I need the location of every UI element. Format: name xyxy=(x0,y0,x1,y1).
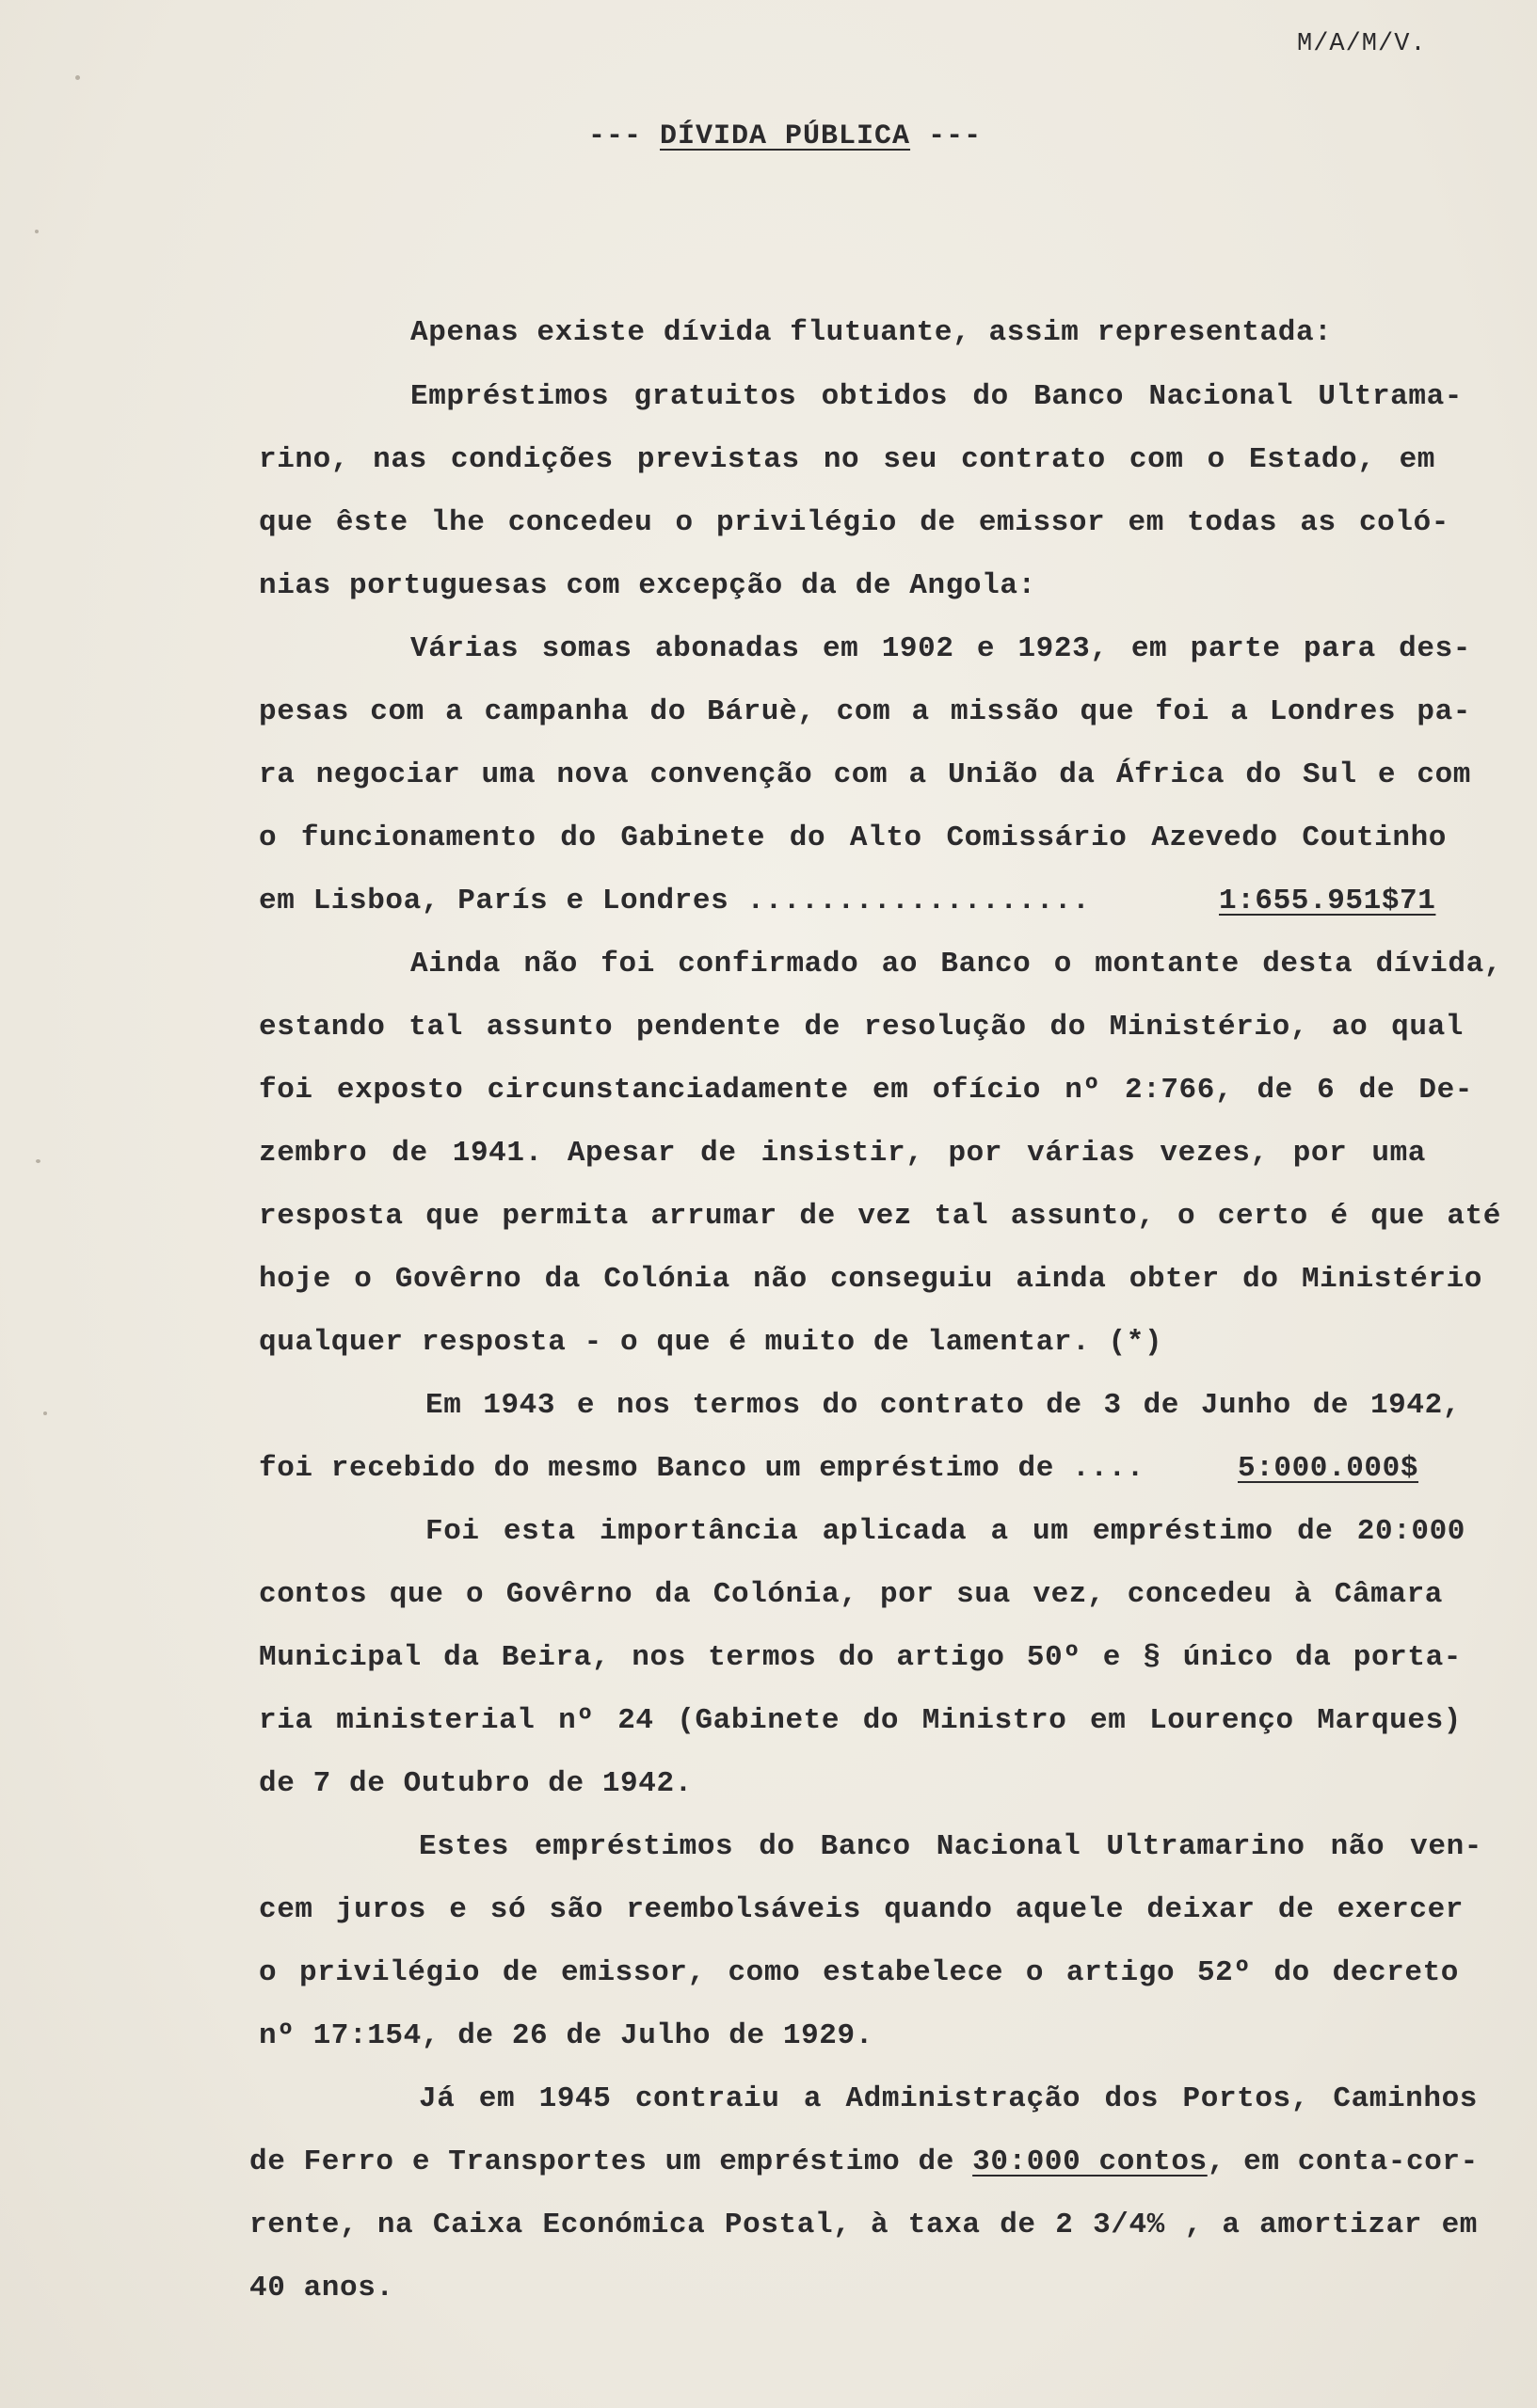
document-title xyxy=(588,120,982,152)
text-line: Empréstimos gratuitos obtidos do Banco Nacional Ultrama- xyxy=(410,380,1463,413)
text-line: pesas com a campanha do Báruè, com a missão que foi a Londres pa- xyxy=(259,695,1471,728)
text-line: rente, na Caixa Económica Postal, à taxa de 2 3/4% , a amortizar em xyxy=(249,2209,1478,2241)
text-line: nº 17:154, de 26 de Julho de 1929. xyxy=(259,2019,873,2052)
text-line: ra negociar uma nova convenção com a União da África do Sul e com xyxy=(259,758,1471,791)
text-segment: de Ferro e Transportes um empréstimo de xyxy=(249,2145,973,2178)
paper-speck xyxy=(36,1159,40,1163)
text-line: qualquer resposta - o que é muito de lamentar. (*) xyxy=(259,1326,1163,1359)
document-reference: M/A/M/V. xyxy=(1297,30,1427,58)
text-line: resposta que permita arrumar de vez tal assunto, o certo é que até xyxy=(259,1200,1501,1233)
text-line: de 7 de Outubro de 1942. xyxy=(259,1767,693,1800)
paper-speck xyxy=(43,1411,47,1415)
text-line: estando tal assunto pendente de resolução do Ministério, ao qual xyxy=(259,1011,1464,1044)
amount-value: 1:655.951$71 xyxy=(1219,885,1436,917)
text-line: Ainda não foi confirmado ao Banco o montante desta dívida, xyxy=(410,948,1502,981)
text-line: Foi esta importância aplicada a um empréstimo de 20:000 xyxy=(425,1515,1465,1548)
text-line: que êste lhe concedeu o privilégio de emissor em todas as coló- xyxy=(259,506,1449,539)
text-line: 40 anos. xyxy=(249,2272,394,2304)
text-line: em Lisboa, París e Londres ................... xyxy=(259,885,1091,917)
text-line: rino, nas condições previstas no seu contrato com o Estado, em xyxy=(259,443,1435,476)
text-line: cem juros e só são reembolsáveis quando aquele deixar de exercer xyxy=(259,1893,1464,1926)
title-text: DÍVIDA PÚBLICA xyxy=(660,120,911,152)
amount-value: 5:000.000$ xyxy=(1238,1452,1419,1485)
text-line: zembro de 1941. Apesar de insistir, por várias vezes, por uma xyxy=(259,1137,1426,1170)
text-line: nias portuguesas com excepção da de Angola: xyxy=(259,569,1036,602)
paper-speck xyxy=(35,230,39,233)
paper-speck xyxy=(75,75,80,80)
text-line: contos que o Govêrno da Colónia, por sua vez, concedeu à Câmara xyxy=(259,1578,1443,1611)
text-line: foi recebido do mesmo Banco um empréstimo de .... xyxy=(259,1452,1145,1485)
text-line: Várias somas abonadas em 1902 e 1923, em parte para des- xyxy=(410,632,1471,665)
text-line: ria ministerial nº 24 (Gabinete do Ministro em Lourenço Marques) xyxy=(259,1704,1462,1737)
text-line: Municipal da Beira, nos termos do artigo 50º e § único da porta- xyxy=(259,1641,1462,1674)
text-line: Apenas existe dívida flutuante, assim representada: xyxy=(410,316,1333,349)
loan-amount: 30:000 contos xyxy=(972,2145,1208,2178)
text-line: o privilégio de emissor, como estabelece o artigo 52º do decreto xyxy=(259,1956,1459,1989)
text-line: Já em 1945 contraiu a Administração dos Portos, Caminhos xyxy=(419,2082,1478,2115)
text-line: hoje o Govêrno da Colónia não conseguiu ainda obter do Ministério xyxy=(259,1263,1482,1296)
text-line: o funcionamento do Gabinete do Alto Comissário Azevedo Coutinho xyxy=(259,821,1447,854)
title-suffix: --- xyxy=(910,120,983,152)
title-prefix: --- xyxy=(588,120,661,152)
text-line: foi exposto circunstanciadamente em ofício nº 2:766, de 6 de De- xyxy=(259,1074,1473,1107)
text-line: Em 1943 e nos termos do contrato de 3 de Junho de 1942, xyxy=(425,1389,1461,1422)
text-line xyxy=(249,2145,1479,2178)
text-line: Estes empréstimos do Banco Nacional Ultramarino não ven- xyxy=(419,1830,1482,1863)
text-segment: , em conta-cor- xyxy=(1207,2145,1479,2178)
